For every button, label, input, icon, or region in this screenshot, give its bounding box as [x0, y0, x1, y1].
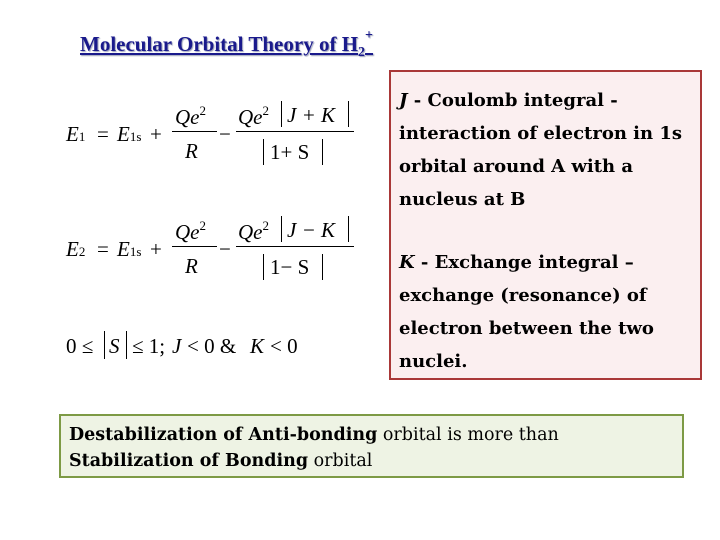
conclusion-bold-1: Destabilization of Anti-bonding: [69, 425, 378, 445]
conclusion-bold-2: Stabilization of Bonding: [69, 451, 309, 471]
definition-k: [399, 246, 690, 378]
e2-rhs: E1s: [117, 237, 142, 261]
j-symbol: J: [399, 90, 408, 111]
constraint-j: J: [172, 334, 182, 358]
e1-frac1-num: Qe$^2$: [175, 103, 206, 129]
e1-plus: +: [150, 122, 162, 146]
conclusion-text-1: orbital is more than: [377, 425, 559, 445]
e2-equals: =: [97, 237, 109, 261]
constraint-s: S: [109, 334, 120, 358]
k-symbol: K: [399, 252, 415, 273]
e1-lhs: E1: [66, 122, 86, 146]
conclusion-text-2: orbital: [308, 451, 373, 471]
e1-equals: =: [97, 122, 109, 146]
constraint-lead: 0 ≤: [66, 334, 94, 358]
e2-frac1-den: R: [185, 254, 198, 278]
constraint-tail: ≤ 1;: [132, 334, 166, 358]
e1-minus: −: [219, 122, 231, 146]
e2-frac2-num-left: Qe$^2$: [238, 218, 269, 244]
constraint-k-cond: < 0: [270, 334, 298, 358]
e2-plus: +: [150, 237, 162, 261]
e2-frac2-den-inner: 1− S: [270, 255, 310, 279]
e1-frac2-num-inner: J + K: [287, 103, 335, 127]
title-subscript: 2: [358, 45, 366, 60]
title-text: Molecular Orbital Theory of H: [80, 32, 359, 56]
constraints-line: [0, 0, 340, 370]
conclusion-box: [59, 414, 684, 478]
j-definition-text: - Coulomb integral - interaction of electron in 1s orbital around A with a nucleus at B: [399, 90, 683, 210]
constraint-k: K: [250, 334, 265, 358]
e1-frac1-den: R: [185, 139, 198, 163]
e1-rhs: E1s: [117, 122, 142, 146]
e2-lhs: E2: [66, 237, 86, 261]
title-superscript: +: [365, 28, 374, 43]
constraint-j-cond: < 0 &: [187, 334, 237, 358]
k-definition-text: - Exchange integral – exchange (resonance) of electron between the two nuclei.: [399, 252, 654, 372]
definitions-box: [389, 70, 702, 380]
e2-frac2-num-inner: J − K: [287, 218, 335, 242]
e2-frac1-num: Qe$^2$: [175, 218, 206, 244]
e1-frac2-den-inner: 1+ S: [270, 140, 310, 164]
definition-j: [399, 84, 690, 216]
e2-minus: −: [219, 237, 231, 261]
e1-frac2-num-left: Qe$^2$: [238, 103, 269, 129]
